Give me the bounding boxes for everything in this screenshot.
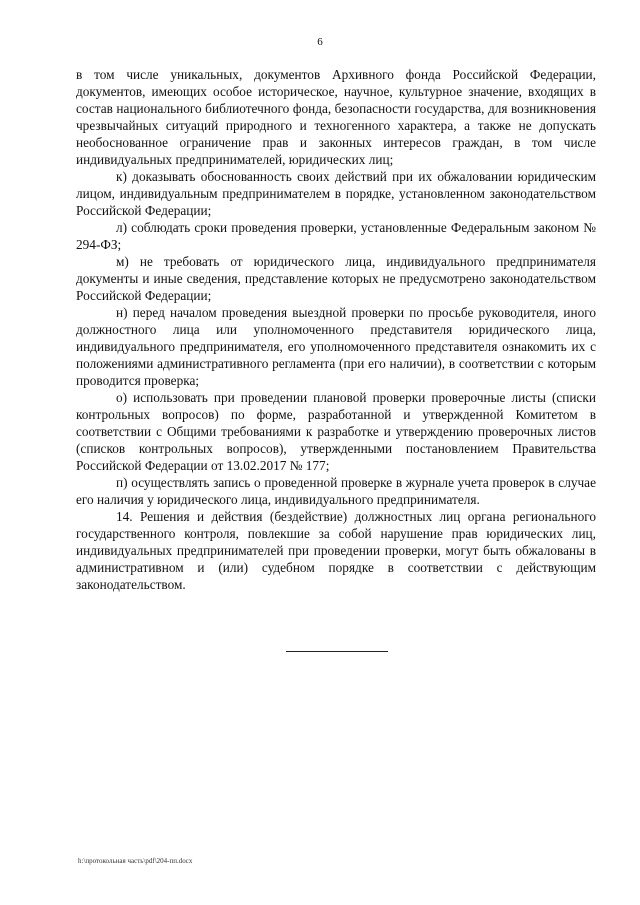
paragraph-item-p: п) осуществлять запись о проведенной проверке в журнале учета проверок в случае его наличия у юридического лица, индивидуального предпринимателя. bbox=[76, 475, 596, 507]
paragraph-item-k: к) доказывать обоснованность своих действий при их обжаловании юридическим лицом, индивидуальным предпринимателем в порядке, установленном законодательством Российской Федерации; bbox=[76, 169, 596, 218]
end-separator-line bbox=[286, 651, 388, 652]
paragraph-item-n: н) перед началом проведения выездной проверки по просьбе руководителя, иного должностного лица или уполномоченного представителя юридического лица, индивидуального предпринимателя, его уполномоченного представителя ознакомить их с положениями административного регламента (при его наличии), в соответствии с которым проводится проверка; bbox=[76, 305, 596, 388]
paragraph-item-o: о) использовать при проведении плановой проверки проверочные листы (списки контрольных вопросов) по форме, разработанной и утвержденной Комитетом в соответствии с Общими требованиями к разработке и утверждению проверочных листов (списков контрольных вопросов), утвержденными постановлением Правительства Российской Федерации от 13.02.2017 № 177; bbox=[76, 390, 596, 473]
paragraph-item-l: л) соблюдать сроки проведения проверки, установленные Федеральным законом № 294-ФЗ; bbox=[76, 220, 596, 252]
document-body bbox=[76, 66, 596, 593]
paragraph-section-14: 14. Решения и действия (бездействие) должностных лиц органа регионального государственного контроля, повлекшие за собой нарушение прав юридических лиц, индивидуальных предпринимателей при проведении проверки, могут быть обжалованы в административном и (или) судебном порядке в соответствии с действующим законодательством. bbox=[76, 509, 596, 592]
paragraph-item-m: м) не требовать от юридического лица, индивидуального предпринимателя документы и иные сведения, представление которых не предусмотрено законодательством Российской Федерации; bbox=[76, 254, 596, 303]
paragraph-continuation: в том числе уникальных, документов Архивного фонда Российской Федерации, документов, имеющих особое историческое, научное, культурное значение, входящих в состав национального библиотечного фонда, безопасности государства, для возникновения чрезвычайных ситуаций природного и техногенного характера, а также не допускать необоснованное ограничение прав и законных интересов граждан, в том числе индивидуальных предпринимателей, юридических лиц; bbox=[76, 67, 596, 167]
footer-file-path: h:\протокольная часть\pdf\204-пп.docx bbox=[78, 857, 193, 865]
page-number: 6 bbox=[317, 36, 323, 48]
